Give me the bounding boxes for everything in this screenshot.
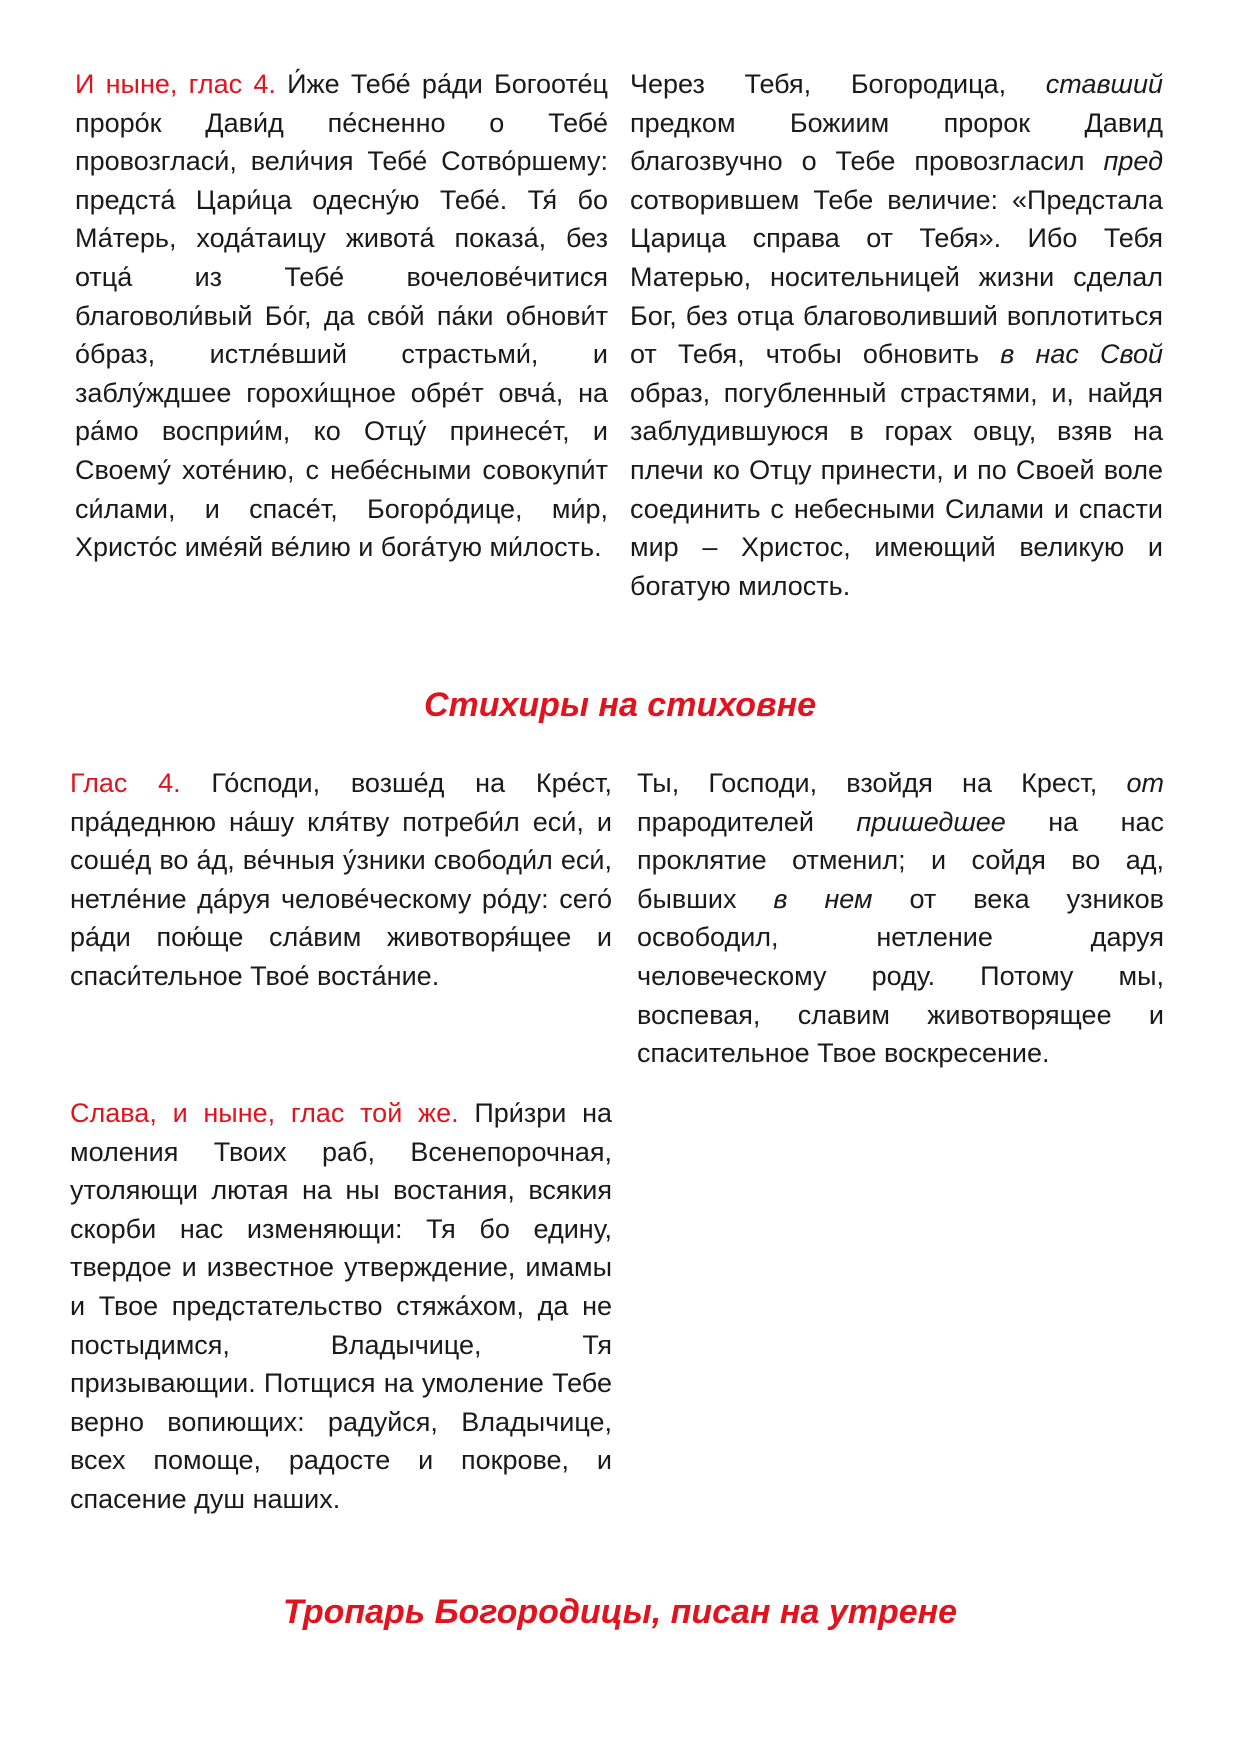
section2-left-column: [70, 764, 612, 996]
text-run: образ, погубленный страстями, и, найдя заблудившуюся в горах овцу, взяв на плечи ко Отцу принести, и по Своей воле соединить с небесными Силами и спасти мир – Христос, имеющий великую и богатую милость.: [630, 377, 1163, 601]
text-run: сотворившем Тебе величие: «Предстала Царица справа от Тебя». Ибо Тебя Матерью, носительницей жизни сделал Бог, без отца благоволивший воплотиться от Тебя, чтобы обновить: [630, 184, 1163, 370]
section3-text: При́зри на моления Твоих раб, Всенепорочная, утоляющи лютая на ны востания, всякия скорби нас изменяющи: Тя бо едину, твердое и известное утверждение, имамы и Твое предстательство стяжа́хом, да не постыдимся, Владычице, Тя призывающии. Потщися на умоление Тебе верно вопиющих: радуйся, Владычице, всех помоще, радосте и покрове, и спасение душ наших.: [70, 1098, 612, 1514]
text-run: предком Божиим пророк Давид благозвучно о Тебе провозгласил: [630, 107, 1163, 177]
section3-column: [70, 1094, 612, 1519]
italic-run: от: [1126, 768, 1164, 798]
italic-run: пред: [1103, 146, 1163, 177]
section1-left-column: [75, 65, 608, 567]
section2-left-text: Го́споди, возше́д на Кре́ст, пра́деднюю на́шу кля́тву потреби́л еси́, и соше́д во а́д, ве́чныя у́зники свободи́л еси́, нетле́ние да́руя челове́ческому ро́ду: сего́ ра́ди пою́ще сла́вим животворя́щее и спаси́тельное Твое́ воста́ние.: [70, 768, 612, 991]
text-run: на нас проклятие отменил; и сойдя во ад, бывших: [637, 806, 1165, 914]
italic-run: в нас Свой: [1000, 339, 1163, 370]
italic-run: пришедшее: [856, 806, 1006, 837]
section1-left-text: И́же Тебе́ ра́ди Богооте́ц проро́к Дави́д пе́сненно о Тебе́ провозгласи́, вели́чия Тебе́ Сотво́ршему: предста́ Цари́ца одесну́ю Тебе́. Тя́ бо Ма́терь, хода́таицу живота́ показа́, без отца́ из Тебе́ вочелове́читися благоволи́вый Бо́г, да сво́й па́ки обнови́т о́браз, истле́вший страстьми́, и заблу́ждшее горохи́щное обре́т овча́, на ра́мо восприи́м, ко Отцу́ принесе́т, и Своему́ хоте́нию, с небе́сными совокупи́т си́лами, и спасе́т, Богоро́дице, ми́р, Христо́с име́яй ве́лию и бога́тую ми́лость.: [75, 69, 608, 563]
text-run: Через Тебя, Богородица,: [630, 69, 1046, 99]
italic-run: ставший: [1045, 69, 1163, 99]
text-run: прародителей: [637, 806, 857, 837]
heading-stichera: Стихиры на стиховне: [423, 686, 817, 724]
section2-left-prefix: Глас 4.: [70, 768, 181, 798]
section1-right-column: [630, 65, 1163, 605]
heading-troparion: Тропарь Богородицы, писан на утрене: [282, 1593, 958, 1631]
section3-prefix: Слава, и ныне, глас той же.: [70, 1098, 459, 1128]
text-run: от века узников освободил, нетление даруя человеческому роду. Потому мы, воспевая, славим животворящее и спасительное Твое воскресение.: [637, 883, 1164, 1069]
italic-run: в нем: [773, 883, 873, 914]
section2-right-column: [637, 764, 1164, 1073]
text-run: Ты, Господи, взойдя на Крест,: [637, 768, 1127, 798]
section1-left-prefix: И ныне, глас 4.: [75, 69, 276, 99]
